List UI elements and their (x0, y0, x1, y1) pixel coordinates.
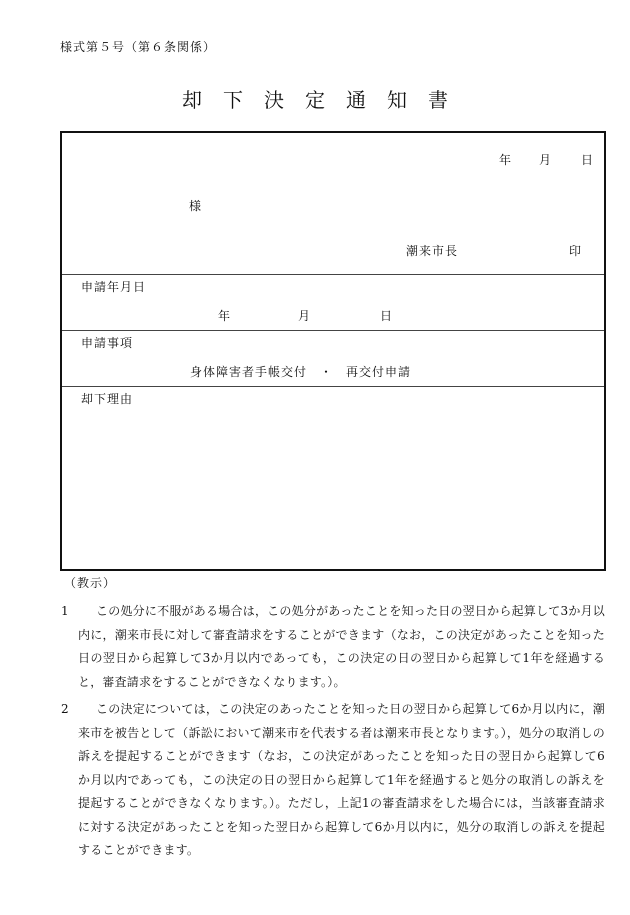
rejection-reason-section (62, 387, 604, 569)
addressee-suffix: 様 (189, 199, 202, 213)
notice-item-text: この決定については，この決定のあったことを知った日の翌日から起算して6か月以内に，潮来市を被告として（訴訟において潮来市を代表する者は潮来市長となります。），処分の取消しの訴えを提起することができます（なお，この決定があったことを知った日の翌日から起算して6か月以内であっても，この決定の日の翌日から起算して1年を経過すると処分の取消しの訴えを提起することができなくなります。）。ただし，上記1の審査請求をした場合には，当該審査請求に対する決定があったことを知った翌日から起算して6か月以内に，処分の取消しの訴えを提起することができます。 (78, 702, 605, 857)
notice-item-number: 2 (61, 702, 69, 716)
notice-form-frame (60, 131, 606, 571)
rejection-reason-label: 却下理由 (81, 392, 134, 406)
application-matter-label: 申請事項 (81, 336, 134, 350)
form-number: 様式第５号（第６条関係） (60, 40, 217, 54)
notice-item-number: 1 (61, 604, 69, 618)
issue-day-label: 日 (581, 153, 594, 167)
application-day-label: 日 (380, 309, 393, 323)
seal-mark: 印 (569, 244, 582, 258)
issue-year-label: 年 (499, 153, 512, 167)
notice-section (60, 574, 605, 863)
application-date-section (62, 275, 604, 331)
document-title: 却下決定通知書 (182, 88, 469, 112)
application-date-label: 申請年月日 (81, 280, 147, 294)
application-matter-section (62, 331, 604, 387)
notice-item (60, 698, 605, 863)
notice-item-text: この処分に不服がある場合は，この処分があったことを知った日の翌日から起算して3か月以内に，潮来市長に対して審査請求をすることができます（なお，この決定があったことを知った日の翌日から起算して3か月以内であっても，この決定の日の翌日から起算して1年を経過すると，審査請求をすることができなくなります。）。 (78, 604, 605, 689)
notice-item (60, 600, 605, 694)
notice-heading: （教示） (64, 576, 117, 590)
issue-month-label: 月 (539, 153, 552, 167)
application-matter-value: 身体障害者手帳交付 ・ 再交付申請 (190, 365, 412, 379)
application-year-label: 年 (218, 309, 231, 323)
application-month-label: 月 (298, 309, 311, 323)
issuer-name: 潮来市長 (406, 244, 459, 258)
header-section (62, 133, 604, 275)
